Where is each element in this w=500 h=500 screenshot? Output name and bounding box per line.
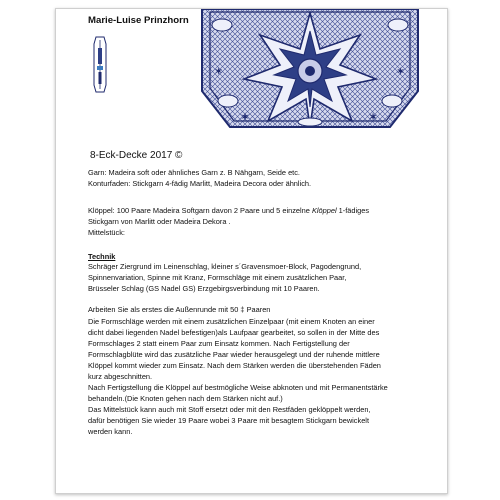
instruction-line: Arbeiten Sie als erstes die Außenrunde mit 50 ‡ Paaren	[88, 305, 271, 314]
technik-line: Brüsseler Schlag (GS Nadel GS) Erzgebirgsverbindung mit 10 Paaren.	[88, 284, 320, 293]
instruction-line: werden kann.	[88, 427, 133, 436]
svg-text:✶: ✶	[396, 65, 406, 78]
author-name: Marie-Luise Prinzhorn	[88, 15, 189, 26]
kloeppel-line: Mittelstück:	[88, 228, 125, 237]
material-line: Konturfaden: Stickgarn 4-fädig Marlitt, Madeira Decora oder ähnlich.	[88, 179, 312, 188]
svg-text:✶: ✶	[240, 110, 251, 124]
svg-text:✶: ✶	[214, 65, 224, 78]
kloeppel-line: Klöppel: 100 Paare Madeira Softgarn davon 2 Paare und 5 einzelne Klöppel 1-fädiges	[88, 206, 370, 215]
technik-line: Spinnenvariation, Spinne mit Kranz, Formschläge mit einem zusätzlichen Paar,	[88, 273, 347, 282]
doily-photo	[200, 9, 420, 132]
instruction-line: Formschlagblüte wird das zusätzliche Paar wieder herausgelegt und der ruhende mittlere	[88, 350, 380, 359]
technik-heading: Technik	[88, 252, 116, 261]
instruction-line: Formschlages 2 statt einem Paar zum Einsatz kommen. Nach Fertigstellung der	[88, 339, 350, 348]
document-page	[55, 8, 448, 494]
technik-line: Schräger Ziergrund im Leinenschlag, kleiner s´Gravensmoer-Block, Pagodengrund,	[88, 262, 362, 271]
instruction-line: behandeln.(Die Knoten gehen nach dem Stärken nicht auf.)	[88, 394, 283, 403]
instruction-line: dafür benötigen Sie wieder 19 Paare wobei 3 Paare mit besagtem Stickgarn bewickelt	[88, 416, 370, 425]
instruction-line: Nach Fertigstellung die Klöppel auf bestmögliche Weise abknoten und mit Permanentstärke	[88, 383, 388, 392]
svg-text:✶: ✶	[368, 110, 379, 124]
instruction-line: dicht dabei liegenden Nadel befestigen)als Laufpaar gearbeitet, so sollen in der Mitte des	[88, 328, 380, 337]
document-title: 8-Eck-Decke 2017 ©	[90, 150, 183, 161]
instruction-line: Das Mittelstück kann auch mit Stoff ersetzt oder mit den Restfäden geklöppelt werden,	[88, 405, 371, 414]
lace-bobbin-icon	[93, 36, 107, 93]
instruction-line: Klöppel kommt wieder zum Einsatz. Nach dem Stärken werden die überstehenden Fäden	[88, 361, 381, 370]
instruction-line: kurz abgeschnitten.	[88, 372, 153, 381]
material-line: Garn: Madeira soft oder ähnliches Garn z. B Nähgarn, Seide etc.	[88, 168, 300, 177]
instruction-line: Die Formschläge werden mit einem zusätzlichen Einzelpaar (mit einem Knoten an einer	[88, 317, 375, 326]
kloeppel-line: Stickgarn von Marlitt oder Madeira Dekora .	[88, 217, 231, 226]
